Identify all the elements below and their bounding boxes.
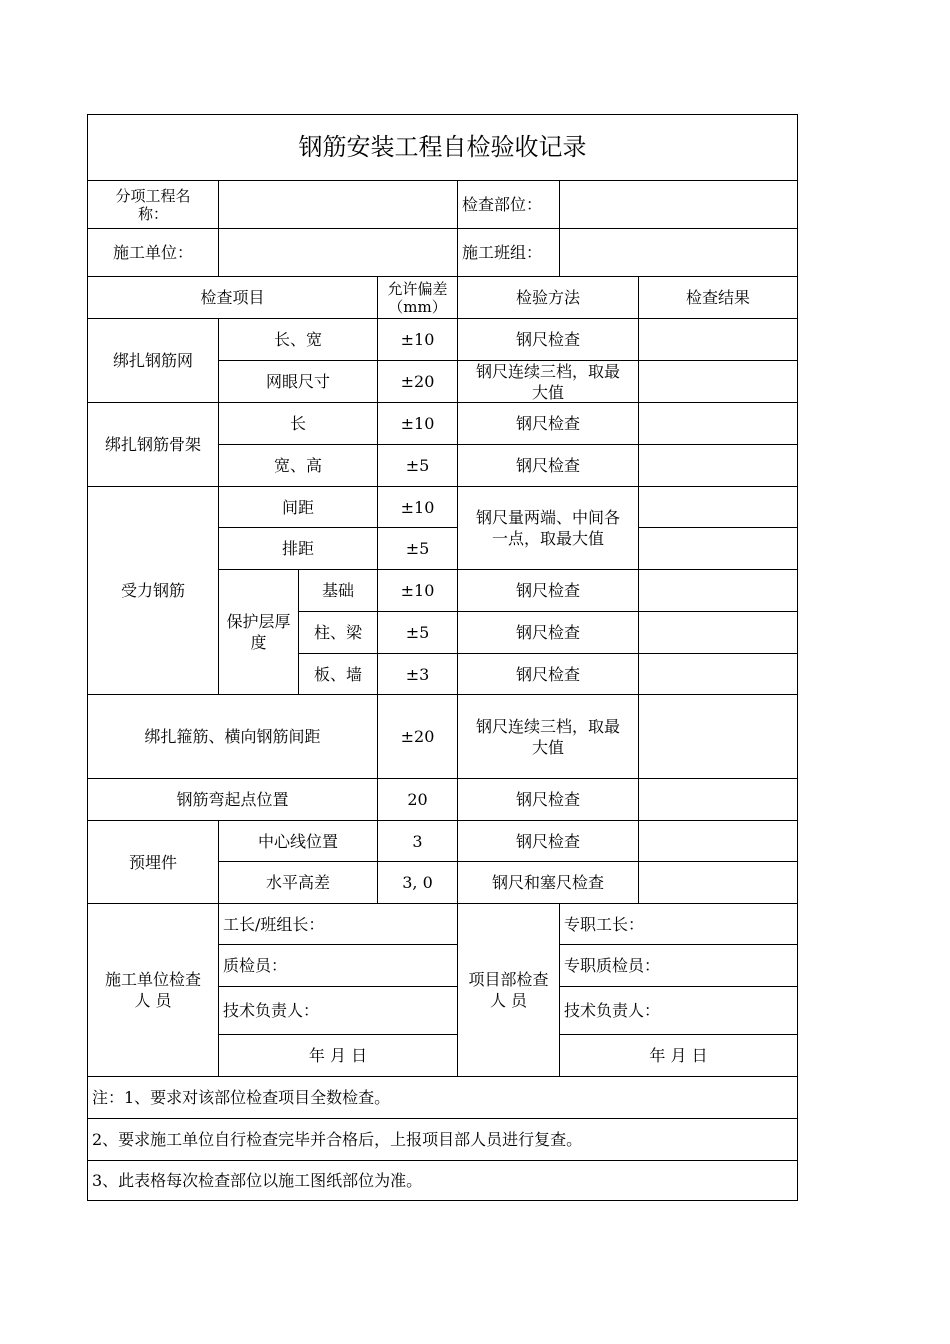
foreman-field[interactable]: 工长/班组长： <box>218 903 458 945</box>
construction-unit-label: 施工单位： <box>87 228 219 277</box>
sub-project-label: 分项工程名 称： <box>87 180 219 229</box>
crew-label: 施工班组： <box>457 228 560 277</box>
unit-inspectors-label: 施工单位检查 人 员 <box>87 903 219 1077</box>
column-header-method: 检验方法 <box>457 276 639 319</box>
row-item: 柱、梁 <box>298 611 378 654</box>
row-method: 钢尺检查 <box>457 611 639 654</box>
note-1: 注：1、要求对该部位检查项目全数检查。 <box>87 1076 798 1119</box>
row-result-field[interactable] <box>638 694 798 779</box>
group-stirrup-spacing: 绑扎箍筋、横向钢筋间距 <box>87 694 378 779</box>
crew-field[interactable] <box>559 228 798 277</box>
row-result-field[interactable] <box>638 611 798 654</box>
row-tolerance: ±3 <box>377 653 458 695</box>
note-2: 2、要求施工单位自行检查完毕并合格后，上报项目部人员进行复查。 <box>87 1118 798 1161</box>
row-method: 钢尺量两端、中间各 一点，取最大值 <box>457 486 639 570</box>
group-cage: 绑扎钢筋骨架 <box>87 402 219 487</box>
form-title: 钢筋安装工程自检验收记录 <box>87 114 798 181</box>
check-location-label: 检查部位： <box>457 180 560 229</box>
group-bend-point: 钢筋弯起点位置 <box>87 778 378 821</box>
column-header-tolerance: 允许偏差 （mm） <box>377 276 458 319</box>
row-tolerance: ±5 <box>377 611 458 654</box>
row-method: 钢尺连续三档，取最 大值 <box>457 694 639 779</box>
sub-project-field[interactable] <box>218 180 458 229</box>
column-header-result: 检查结果 <box>638 276 798 319</box>
row-tolerance: 3 <box>377 820 458 862</box>
row-item: 水平高差 <box>218 861 378 904</box>
row-tolerance: ±20 <box>377 694 458 779</box>
row-tolerance: 3, 0 <box>377 861 458 904</box>
row-result-field[interactable] <box>638 402 798 445</box>
row-item: 排距 <box>218 527 378 570</box>
row-tolerance: ±10 <box>377 318 458 361</box>
row-result-field[interactable] <box>638 318 798 361</box>
row-item: 长 <box>218 402 378 445</box>
row-method: 钢尺检查 <box>457 820 639 862</box>
row-result-field[interactable] <box>638 486 798 528</box>
row-tolerance: ±5 <box>377 527 458 570</box>
row-result-field[interactable] <box>638 569 798 612</box>
row-item: 板、墙 <box>298 653 378 695</box>
row-tolerance: ±10 <box>377 569 458 612</box>
column-header-item: 检查项目 <box>87 276 378 319</box>
fulltime-foreman-field[interactable]: 专职工长： <box>559 903 798 945</box>
row-method: 钢尺检查 <box>457 402 639 445</box>
group-embedded: 预埋件 <box>87 820 219 904</box>
row-result-field[interactable] <box>638 820 798 862</box>
sign-date[interactable]: 年 月 日 <box>218 1034 458 1077</box>
project-sign-date[interactable]: 年 月 日 <box>559 1034 798 1077</box>
row-method: 钢尺检查 <box>457 653 639 695</box>
group-main-bar: 受力钢筋 <box>87 486 219 695</box>
row-method: 钢尺和塞尺检查 <box>457 861 639 904</box>
row-result-field[interactable] <box>638 778 798 821</box>
row-method: 钢尺连续三档，取最 大值 <box>457 360 639 403</box>
group-mesh: 绑扎钢筋网 <box>87 318 219 403</box>
row-method: 钢尺检查 <box>457 444 639 487</box>
row-item: 网眼尺寸 <box>218 360 378 403</box>
row-tolerance: ±20 <box>377 360 458 403</box>
row-item: 基础 <box>298 569 378 612</box>
row-item: 间距 <box>218 486 378 528</box>
row-result-field[interactable] <box>638 653 798 695</box>
row-tolerance: ±10 <box>377 486 458 528</box>
row-item: 长、宽 <box>218 318 378 361</box>
row-result-field[interactable] <box>638 861 798 904</box>
row-tolerance: ±5 <box>377 444 458 487</box>
row-method: 钢尺检查 <box>457 569 639 612</box>
fulltime-qc-field[interactable]: 专职质检员： <box>559 944 798 987</box>
group-cover-thickness: 保护层厚 度 <box>218 569 299 695</box>
row-result-field[interactable] <box>638 360 798 403</box>
row-method: 钢尺检查 <box>457 778 639 821</box>
row-result-field[interactable] <box>638 444 798 487</box>
row-item: 中心线位置 <box>218 820 378 862</box>
construction-unit-field[interactable] <box>218 228 458 277</box>
tech-lead-field[interactable]: 技术负责人： <box>218 986 458 1035</box>
project-tech-lead-field[interactable]: 技术负责人： <box>559 986 798 1035</box>
row-tolerance: 20 <box>377 778 458 821</box>
check-location-field[interactable] <box>559 180 798 229</box>
row-tolerance: ±10 <box>377 402 458 445</box>
row-item: 宽、高 <box>218 444 378 487</box>
note-3: 3、此表格每次检查部位以施工图纸部位为准。 <box>87 1160 798 1201</box>
row-result-field[interactable] <box>638 527 798 570</box>
qc-field[interactable]: 质检员： <box>218 944 458 987</box>
project-inspectors-label: 项目部检查 人 员 <box>457 903 560 1077</box>
row-method: 钢尺检查 <box>457 318 639 361</box>
